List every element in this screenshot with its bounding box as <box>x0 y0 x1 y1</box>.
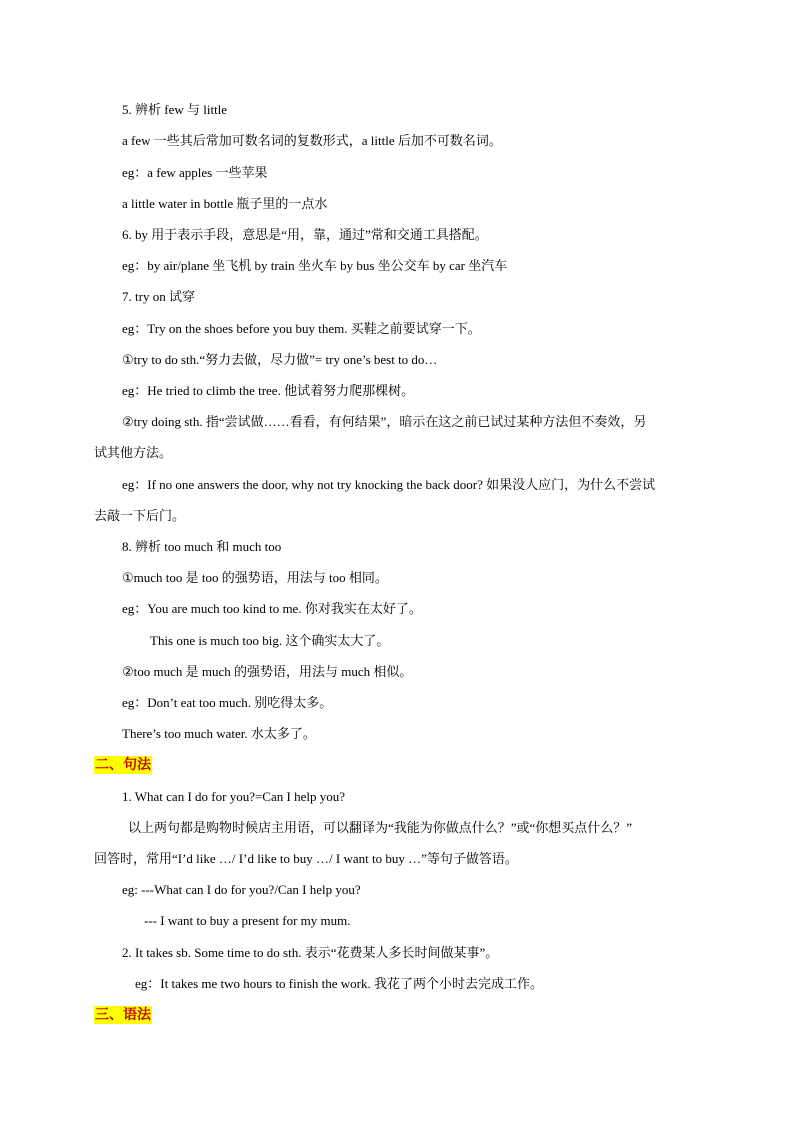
text-line: 6. by 用于表示手段，意思是“用，靠，通过”常和交通工具搭配。 <box>122 227 488 242</box>
text-line: eg：He tried to climb the tree. 他试着努力爬那棵树。 <box>122 383 415 398</box>
text-line: 7. try on 试穿 <box>122 289 195 304</box>
text-line: eg: ---What can I do for you?/Can I help you? <box>122 882 361 897</box>
text-line: --- I want to buy a present for my mum. <box>144 913 351 928</box>
text-line: 去敲一下后门。 <box>94 508 186 523</box>
text-line: There’s too much water. 水太多了。 <box>122 726 316 741</box>
section-heading-sentence: 二、句法 <box>95 757 151 773</box>
text-line: 以上两句都是购物时候店主用语，可以翻译为“我能为你做点什么？”或“你想买点什么？” <box>128 820 633 835</box>
text-line: eg：Try on the shoes before you buy them. 买鞋之前要试穿一下。 <box>122 321 481 336</box>
text-line: 回答时，常用“I’d like …/ I’d like to buy …/ I want to buy …”等句子做答语。 <box>94 851 518 866</box>
text-line: ②too much 是 much 的强势语，用法与 much 相似。 <box>122 664 413 679</box>
text-line: ①much too 是 too 的强势语，用法与 too 相同。 <box>122 570 388 585</box>
text-line: eg：You are much too kind to me. 你对我实在太好了。 <box>122 601 422 616</box>
text-line: 5. 辨析 few 与 little <box>122 102 228 117</box>
text-line: eg：It takes me two hours to finish the work. 我花了两个小时去完成工作。 <box>135 976 544 991</box>
text-line: 8. 辨析 too much 和 much too <box>122 539 282 554</box>
text-line: eg：a few apples 一些苹果 <box>122 165 268 180</box>
text-line: a little water in bottle 瓶子里的一点水 <box>122 196 328 211</box>
text-line: eg：Don’t eat too much. 别吃得太多。 <box>122 695 333 710</box>
section-heading-grammar: 三、语法 <box>95 1007 151 1023</box>
text-line: a few 一些其后常加可数名词的复数形式，a little 后加不可数名词。 <box>122 133 502 148</box>
text-line: ①try to do sth.“努力去做，尽力做”= try one’s best to do… <box>122 352 438 367</box>
text-line: eg：by air/plane 坐飞机 by train 坐火车 by bus 坐公交车 by car 坐汽车 <box>122 258 508 273</box>
text-line: This one is much too big. 这个确实太大了。 <box>150 633 390 648</box>
text-line: 2. It takes sb. Some time to do sth. 表示“花费某人多长时间做某事”。 <box>122 945 499 960</box>
text-line: eg：If no one answers the door, why not try knocking the back door? 如果没人应门，为什么不尝试 <box>122 477 656 492</box>
text-line: ②try doing sth. 指“尝试做……看看，有何结果”，暗示在这之前已试过某种方法但不奏效，另 <box>122 414 647 429</box>
text-line: 1. What can I do for you?=Can I help you? <box>122 789 345 804</box>
text-line: 试其他方法。 <box>94 445 173 460</box>
